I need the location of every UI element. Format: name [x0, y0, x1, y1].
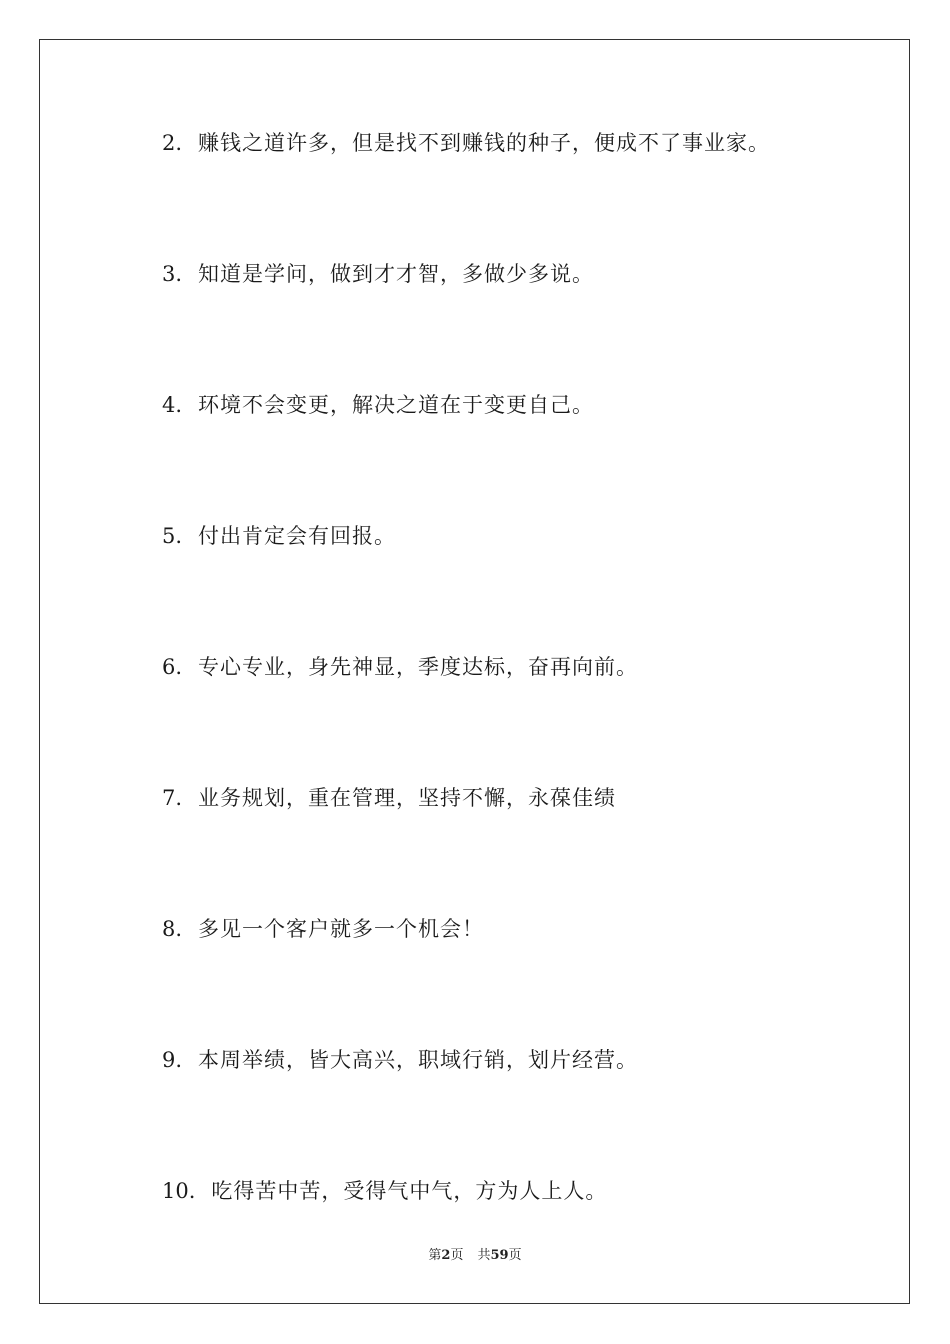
item-number: 2. — [162, 131, 183, 155]
list-item — [162, 657, 862, 678]
page-prefix: 第 — [428, 1248, 442, 1263]
list-item — [162, 133, 862, 154]
total-suffix: 页 — [508, 1248, 522, 1263]
item-text: 本周举绩，皆大高兴，职域行销，划片经营。 — [198, 1048, 639, 1072]
item-text: 环境不会变更，解决之道在于变更自己。 — [198, 393, 595, 417]
item-text: 吃得苦中苦，受得气中气，方为人上人。 — [211, 1179, 608, 1203]
item-text: 业务规划，重在管理，坚持不懈，永葆佳绩 — [198, 786, 617, 810]
item-text: 知道是学问，做到才才智，多做少多说。 — [198, 262, 595, 286]
item-number: 10. — [162, 1179, 196, 1203]
list-item — [162, 395, 862, 416]
item-text: 赚钱之道许多，但是找不到赚钱的种子，便成不了事业家。 — [198, 131, 771, 155]
item-text: 多见一个客户就多一个机会！ — [198, 917, 485, 941]
total-pages: 59 — [490, 1248, 509, 1263]
list-item — [162, 526, 862, 547]
quote-list — [162, 133, 862, 1202]
page-number: 2 — [441, 1248, 451, 1263]
item-number: 3. — [162, 262, 183, 286]
item-text: 付出肯定会有回报。 — [198, 524, 397, 548]
item-number: 6. — [162, 655, 183, 679]
item-number: 7. — [162, 786, 183, 810]
page-suffix: 页 — [450, 1248, 464, 1263]
total-prefix: 共 — [477, 1248, 491, 1263]
page-footer — [0, 1248, 950, 1264]
list-item — [162, 788, 862, 809]
list-item — [162, 919, 862, 940]
item-number: 9. — [162, 1048, 183, 1072]
list-item — [162, 1181, 862, 1202]
list-item — [162, 264, 862, 285]
item-number: 5. — [162, 524, 183, 548]
item-number: 8. — [162, 917, 183, 941]
item-text: 专心专业，身先神显，季度达标，奋再向前。 — [198, 655, 639, 679]
item-number: 4. — [162, 393, 183, 417]
list-item — [162, 1050, 862, 1071]
